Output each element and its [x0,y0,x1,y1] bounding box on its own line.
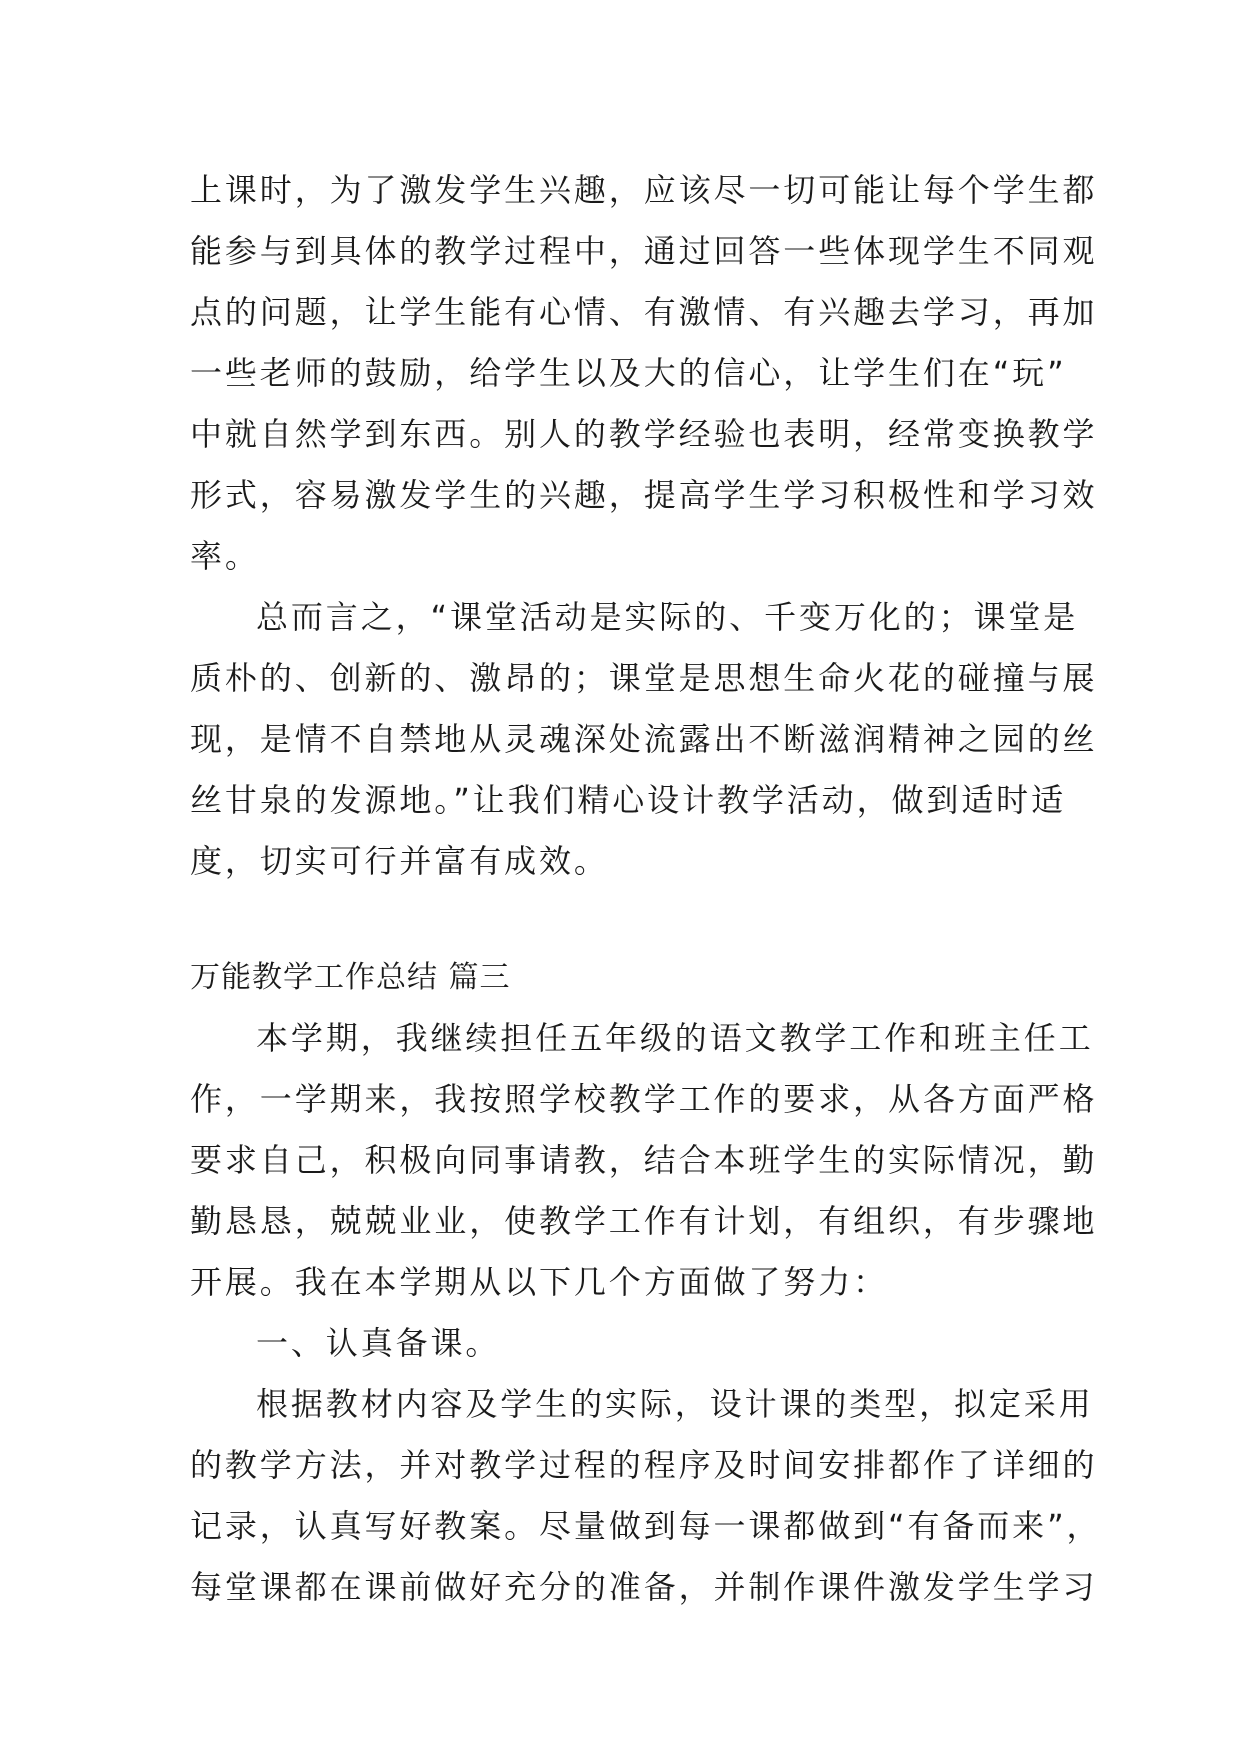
text-line: 能参与到具体的教学过程中，通过回答一些体现学生不同观 [190,232,1098,270]
text-line: 质朴的、创新的、激昂的；课堂是思想生命火花的碰撞与展 [190,659,1098,697]
text-line: 每堂课都在课前做好充分的准备，并制作课件激发学生学习 [190,1568,1098,1606]
text-line: 本学期，我继续担任五年级的语文教学工作和班主任工 [256,1019,1094,1057]
text-line: 度，切实可行并富有成效。 [190,842,609,880]
text-line: 记录，认真写好教案。尽量做到每一课都做到“有备而来”， [190,1507,1102,1545]
text-line: 要求自己，积极向同事请教，结合本班学生的实际情况，勤 [190,1141,1098,1179]
paragraph-continuation [190,160,1098,587]
section-spacer [190,892,1050,947]
text-line: 点的问题，让学生能有心情、有激情、有兴趣去学习，再加 [190,293,1098,331]
text-line: 一些老师的鼓励，给学生以及大的信心，让学生们在“玩” [190,354,1067,392]
document-page [190,160,1102,1618]
text-line: 的教学方法，并对教学过程的程序及时间安排都作了详细的 [190,1446,1098,1484]
text-line: 中就自然学到东西。别人的教学经验也表明，经常变换教学 [190,415,1098,453]
text-line: 开展。我在本学期从以下几个方面做了努力： [190,1263,889,1301]
text-line: 形式，容易激发学生的兴趣，提高学生学习积极性和学习效 [190,476,1098,514]
text-line: 上课时，为了激发学生兴趣，应该尽一切可能让每个学生都 [190,171,1098,209]
text-line: 率。 [190,537,260,575]
text-line: 根据教材内容及学生的实际，设计课的类型，拟定采用 [256,1385,1094,1423]
text-line: 勤恳恳，兢兢业业，使教学工作有计划，有组织，有步骤地 [190,1202,1098,1240]
paragraph-summary [190,587,1098,892]
text-line: 丝甘泉的发源地。”让我们精心设计教学活动，做到适时适 [190,781,1066,819]
subheading: 一、认真备课。 [256,1324,501,1362]
text-line: 总而言之，“课堂活动是实际的、千变万化的；课堂是 [256,598,1079,636]
text-line: 作，一学期来，我按照学校教学工作的要求，从各方面严格 [190,1080,1098,1118]
paragraph-intro [190,1008,1098,1313]
paragraph-preparation [190,1374,1102,1618]
section-heading: 万能教学工作总结 篇三 [190,960,511,995]
text-line: 现，是情不自禁地从灵魂深处流露出不断滋润精神之园的丝 [190,720,1098,758]
